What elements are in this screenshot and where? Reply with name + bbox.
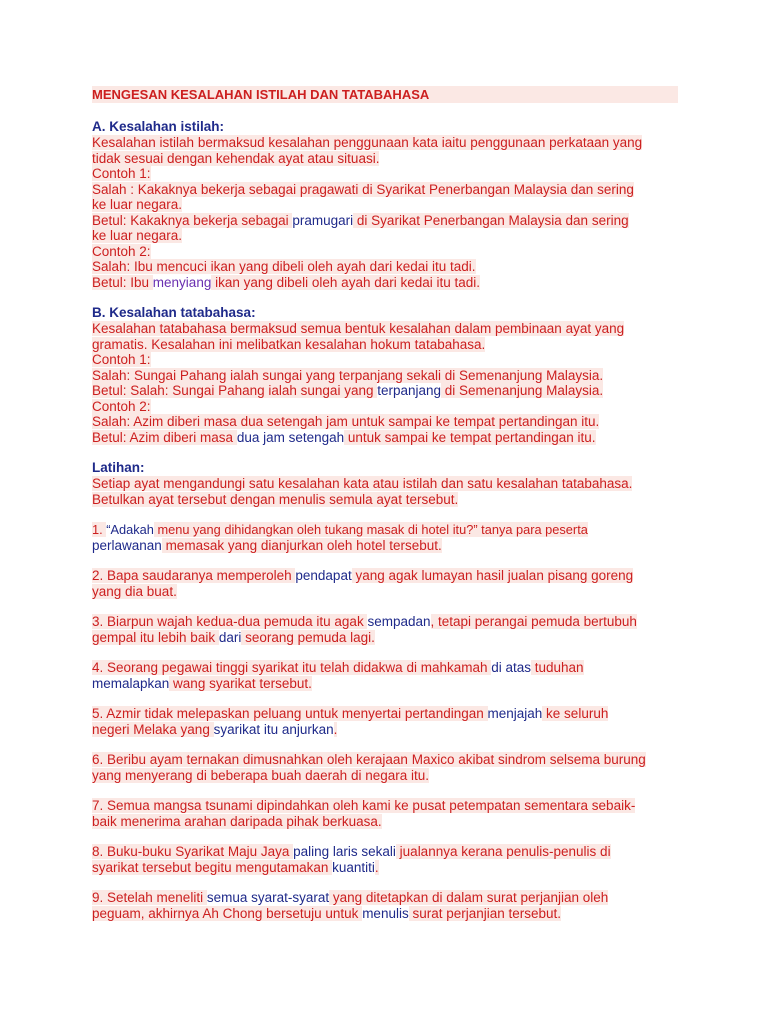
exercise-item-7: 7. Semua mangsa tsunami dipindahkan oleh kami ke pusat petempatan sementara sebaik- baik menerima arahan daripada pihak berkuasa. xyxy=(92,798,636,829)
exercise-item-1: 1. “Adakah menu yang dihidangkan oleh tukang masak di hotel itu?” tanya para peserta perlawanan memasak yang dianjurkan oleh hotel tersebut. xyxy=(92,522,588,553)
section-a-salah1-line1: Salah : Kakaknya bekerja sebagai pragawati di Syarikat Penerbangan Malaysia dan sering xyxy=(92,181,634,197)
section-b-salah1: Salah: Sungai Pahang ialah sungai yang terpanjang sekali di Semenanjung Malaysia. xyxy=(92,367,604,383)
exercise-item-2: 2. Bapa saudaranya memperoleh pendapat yang agak lumayan hasil jualan pisang goreng yang dia buat. xyxy=(92,568,634,599)
exercise-item-8: 8. Buku-buku Syarikat Maju Jaya paling laris sekali jualannya kerana penulis-penulis di syarikat tersebut begitu mengutamakan kuantiti. xyxy=(92,844,611,875)
section-a-definition-line2: tidak sesuai dengan kehendak ayat atau situasi. xyxy=(92,150,380,166)
section-a-definition-line1: Kesalahan istilah bermaksud kesalahan penggunaan kata iaitu penggunaan perkataan yang xyxy=(92,135,643,150)
document-page xyxy=(92,86,680,921)
section-a-betul2: Betul: Ibu menyiang ikan yang dibeli oleh ayah dari kedai itu tadi. xyxy=(92,274,481,290)
section-b-definition-line1: Kesalahan tatabahasa bermaksud semua bentuk kesalahan dalam pembinaan ayat yang xyxy=(92,321,625,336)
correction-word: pramugari xyxy=(292,212,354,228)
section-b-heading: B. Kesalahan tatabahasa: xyxy=(92,305,256,320)
latihan-instruction-line2: Betulkan ayat tersebut dengan menulis semula ayat tersebut. xyxy=(92,491,459,507)
section-a-salah1-line2: ke luar negara. xyxy=(92,197,183,212)
section-a-betul1-line1: Betul: Kakaknya bekerja sebagai pramugari di Syarikat Penerbangan Malaysia dan sering xyxy=(92,212,629,228)
section-b-contoh1: Contoh 1: xyxy=(92,352,151,367)
correction-word: dua jam setengah xyxy=(236,429,345,445)
section-a-contoh1: Contoh 1: xyxy=(92,166,151,181)
exercise-item-4: 4. Seorang pegawai tinggi syarikat itu telah didakwa di mahkamah di atas tuduhan memalapkan wang syarikat tersebut. xyxy=(92,660,584,691)
exercise-item-6: 6. Beribu ayam ternakan dimusnahkan oleh kerajaan Maxico akibat sindrom selsema burung yang menyerang di beberapa buah daerah di negara itu. xyxy=(92,752,646,783)
exercise-item-9: 9. Setelah meneliti semua syarat-syarat yang ditetapkan di dalam surat perjanjian oleh peguam, akhirnya Ah Chong bersetuju untuk menulis surat perjanjian tersebut. xyxy=(92,890,609,921)
correction-word: menyiang xyxy=(152,274,212,290)
section-a-contoh2: Contoh 2: xyxy=(92,243,151,259)
section-b-betul1: Betul: Salah: Sungai Pahang ialah sungai yang terpanjang di Semenanjung Malaysia. xyxy=(92,383,604,398)
correction-word: terpanjang xyxy=(377,383,442,398)
section-b-definition-line2: gramatis. Kesalahan ini melibatkan kesalahan hokum tatabahasa. xyxy=(92,336,486,352)
section-b-contoh2: Contoh 2: xyxy=(92,398,151,414)
section-b-betul2: Betul: Azim diberi masa dua jam setengah untuk sampai ke tempat pertandingan itu. xyxy=(92,429,596,445)
section-a-heading: A. Kesalahan istilah: xyxy=(92,119,225,134)
document-title: MENGESAN KESALAHAN ISTILAH DAN TATABAHASA xyxy=(92,86,678,103)
exercise-item-5: 5. Azmir tidak melepaskan peluang untuk menyertai pertandingan menjajah ke seluruh negeri Melaka yang syarikat itu anjurkan. xyxy=(92,706,609,737)
section-a-salah2: Salah: Ibu mencuci ikan yang dibeli oleh ayah dari kedai itu tadi. xyxy=(92,259,476,274)
latihan-heading: Latihan: xyxy=(92,460,145,475)
section-b-salah2: Salah: Azim diberi masa dua setengah jam untuk sampai ke tempat pertandingan itu. xyxy=(92,414,600,429)
latihan-instruction-line1: Setiap ayat mengandungi satu kesalahan kata atau istilah dan satu kesalahan tatabahasa. xyxy=(92,476,633,491)
exercise-item-3: 3. Biarpun wajah kedua-dua pemuda itu agak sempadan, tetapi perangai pemuda bertubuh gempal itu lebih baik dari seorang pemuda lagi. xyxy=(92,614,637,645)
section-a-betul1-line2: ke luar negara. xyxy=(92,228,183,243)
